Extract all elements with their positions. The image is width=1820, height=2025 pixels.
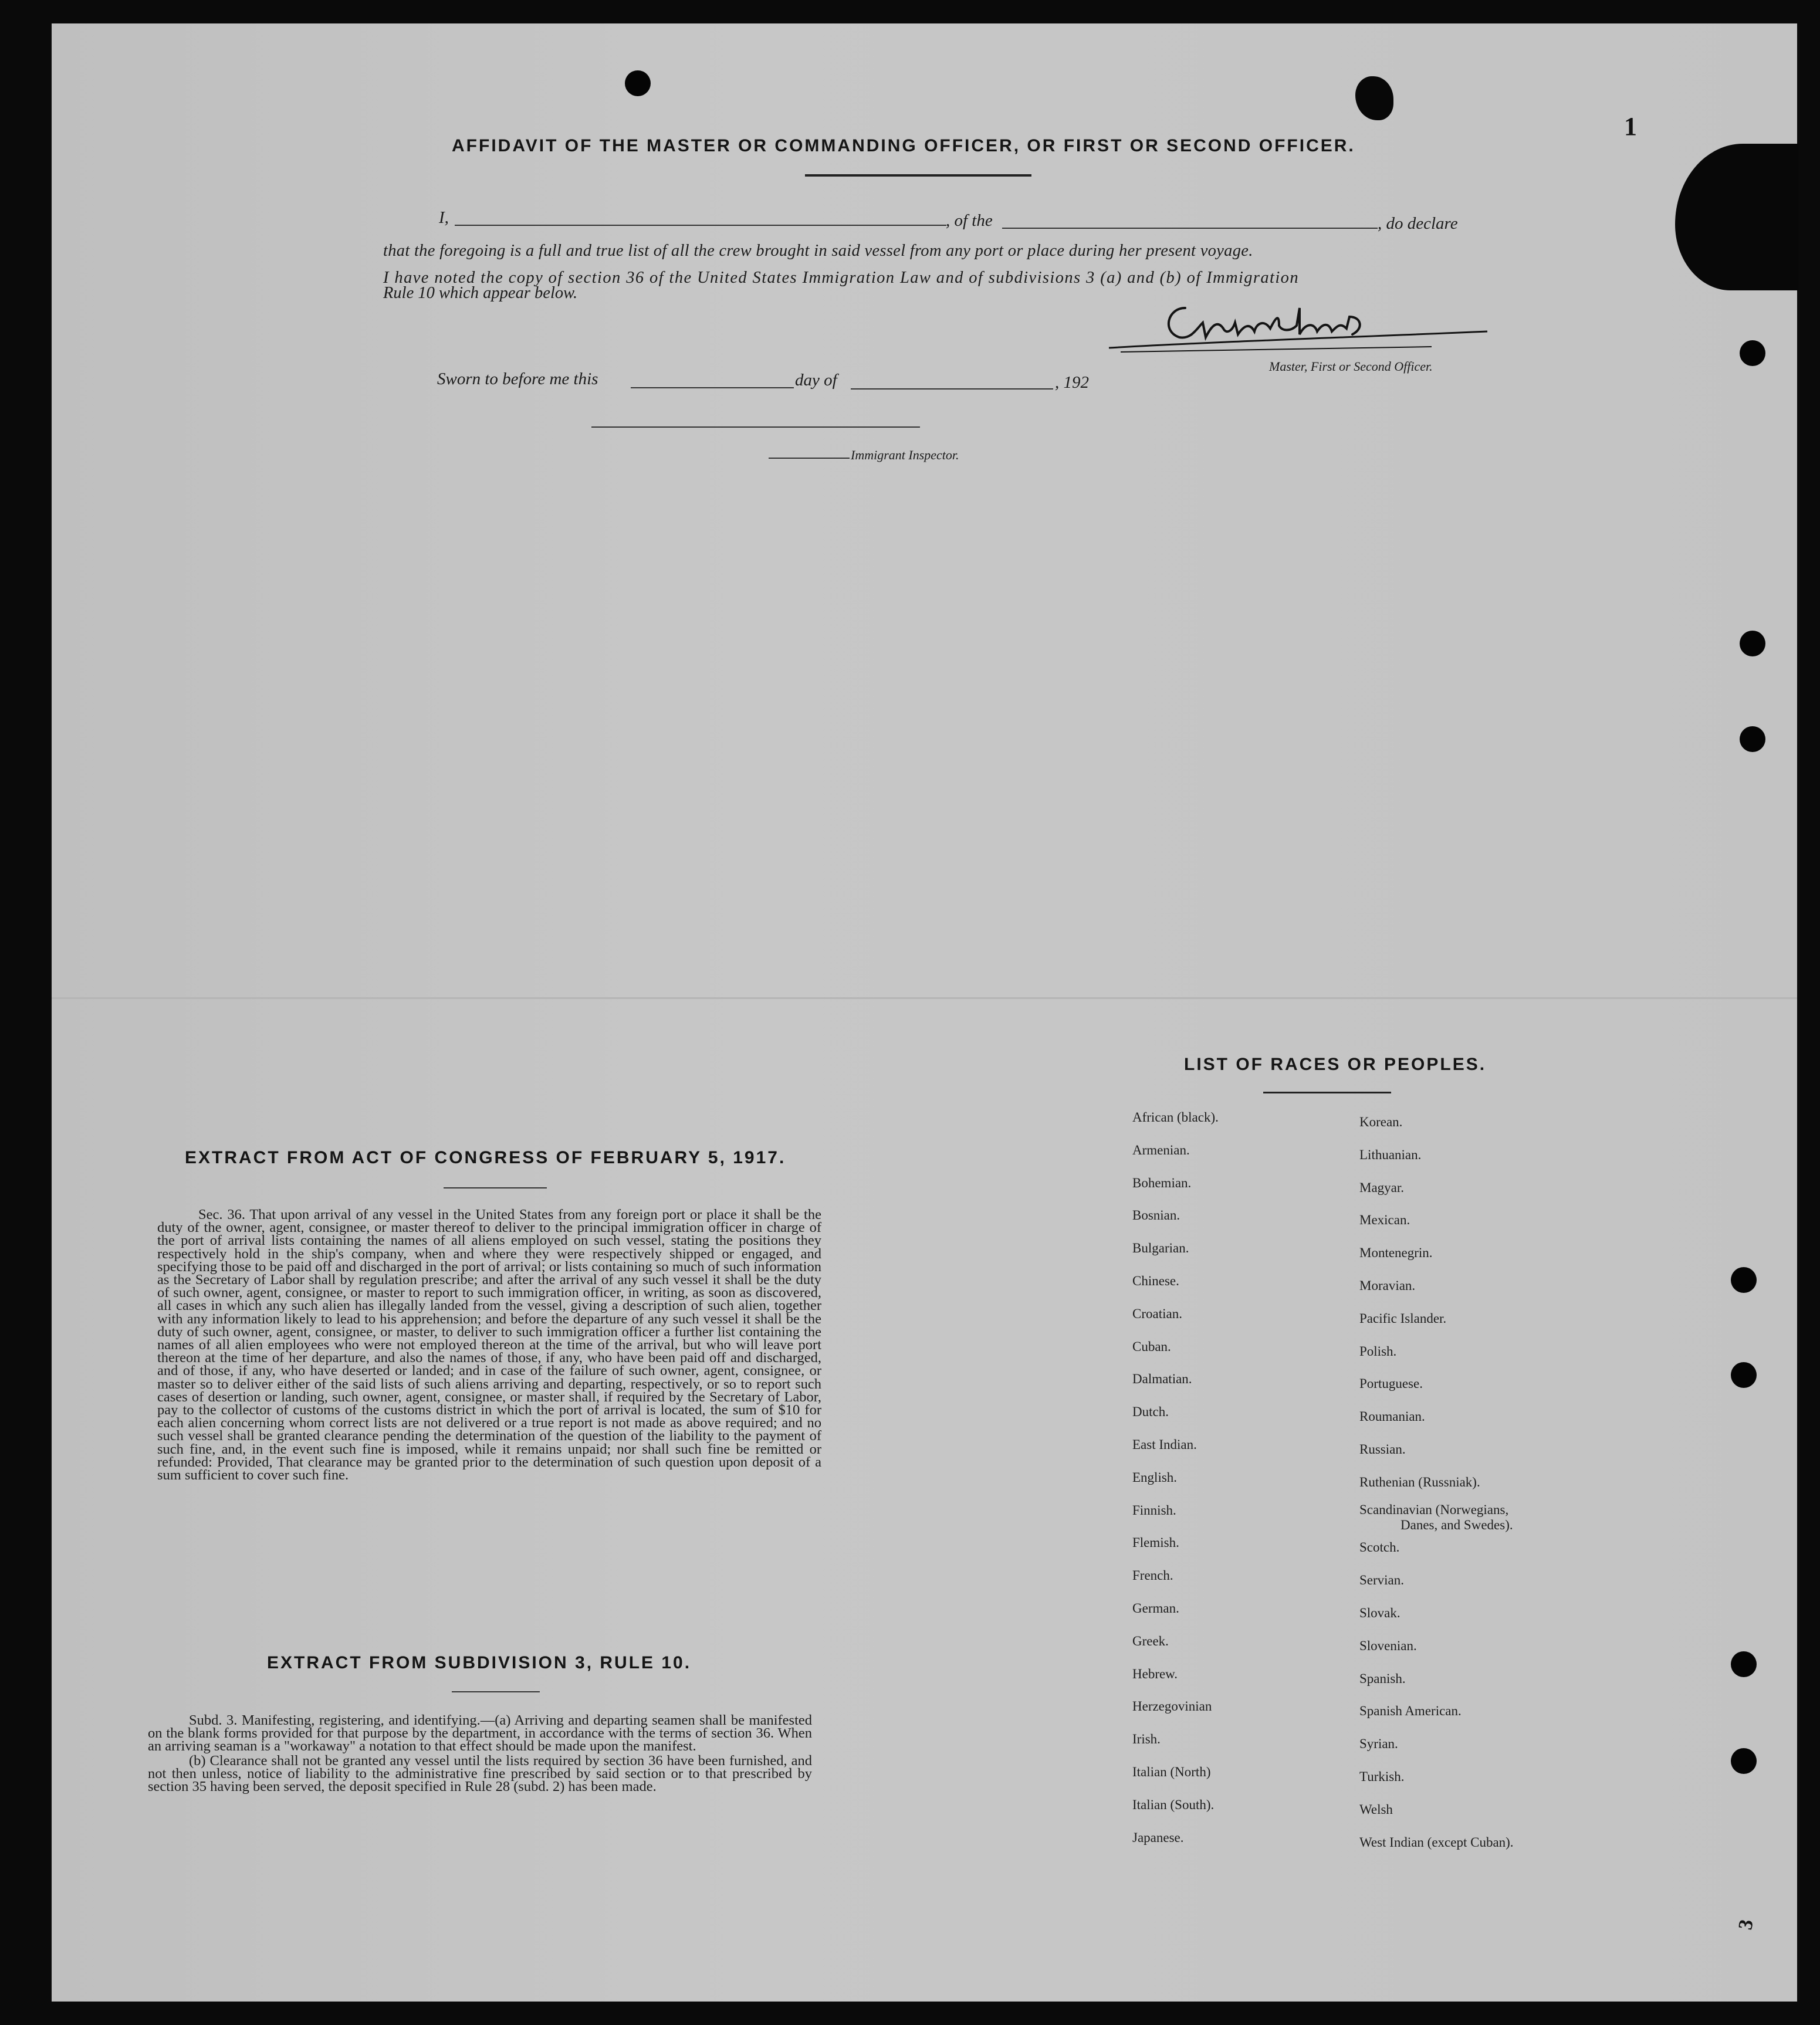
page-fold-line [52,997,1797,999]
corner-mark: 3 [1734,1918,1758,1932]
race-item: Finnish. [1132,1502,1176,1518]
race-item: Scandinavian (Norwegians, [1359,1502,1509,1517]
punch-hole [1731,1267,1757,1293]
race-item: East Indian. [1132,1437,1197,1452]
race-item: Spanish American. [1359,1704,1462,1719]
race-item: Greek. [1132,1633,1169,1648]
race-item: Korean. [1359,1115,1403,1129]
race-item: Chinese. [1132,1273,1179,1288]
race-item: Flemish. [1132,1535,1179,1550]
punch-hole [1740,726,1765,752]
act-extract-heading: EXTRACT FROM ACT OF CONGRESS OF FEBRUARY 5, 1917. [185,1148,786,1167]
act-section-36-paragraph: Sec. 36. That upon arrival of any vessel in the United States from any foreign port or place it shall be the duty of the owner, agent, consignee, or master thereof to deliver to the principal immigration officer in charge of the port of arrival lists containing the names of all aliens employed on such vessel, stating the positions they respectively hold in the ship's company, when and where they were respectively shipped or engaged, and specifying those to be paid off and discharged in the port of arrival; or lists containing so much of such information as the Secretary of Labor shall by regulation prescribe; and after the arrival of any such vessel it shall be the duty of such owner, agent, consignee, or master to report to such immigration officer, in writing, as soon as discovered, all cases in which any such alien has illegally landed from the vessel, giving a description of such alien, together with any information likely to lead to his apprehension; and before the departure of any such vessel it shall be the duty of such owner, agent, consignee, or master, to deliver to such immigration officer a further list containing the names of all alien employees who were not employed thereon at the time of the arrival, but who will leave port thereon at the time of her departure, and also the names of those, if any, who have been paid off and discharged, and of those, if any, who have deserted or landed; and in case of the failure of such owner, agent, consignee, or master so to deliver either of the said lists of such aliens arriving and departing, respectively, or so to report such cases of desertion or landing, such owner, agent, consignee, or master shall, if required by the Secretary of Labor, pay to the collector of customs of the customs district in which the port of arrival is located, the sum of $10 for each alien concerning whom correct lists are not delivered or a true report is not made as above required; and no such vessel shall be granted clearance pending the determination of the question of the liability to the payment of such fine, and, in the event such fine is imposed, while it remains unpaid; nor shall such fine be remitted or refunded: Provided, That clearance may be granted prior to the determination of such question upon deposit of a sum sufficient to cover such fine. [157,1207,821,1484]
race-item: Dutch. [1132,1404,1169,1420]
race-item: Lithuanian. [1359,1147,1422,1162]
race-item: Turkish. [1359,1769,1405,1784]
race-item-continued: Danes, and Swedes). [1400,1517,1513,1532]
race-item: Armenian. [1132,1142,1190,1157]
race-item: West Indian (except Cuban). [1359,1834,1514,1850]
act-heading-rule [444,1187,547,1188]
punch-hole [1740,631,1765,656]
page-number-mark: 1 [1624,112,1637,141]
races-column-2 [1359,1106,1514,1858]
inspector-signature-line[interactable] [591,426,920,428]
races-heading: LIST OF RACES OR PEOPLES. [1184,1055,1487,1074]
race-item: English. [1132,1469,1178,1485]
race-item: Moravian. [1359,1278,1416,1293]
inspector-short-line [769,458,850,459]
vessel-blank[interactable] [1002,228,1378,229]
sworn-day-blank[interactable] [631,387,794,388]
race-item: Herzegovinian [1132,1699,1212,1714]
handwritten-signature [1103,296,1490,355]
affidavit-body-line-3: Rule 10 which appear below. [383,284,578,302]
inspector-caption: Immigrant Inspector. [851,448,959,462]
rule-para-a: Subd. 3. Manifesting, registering, and identifying.—(a) Arriving and departing seamen shall be manifested on the blank forms provided for that purpose by the department, in accordance with the terms of section 36. When an arriving seaman is a "workaway" a notation to that effect should be made upon the manifest. [148,1712,812,1755]
race-item: Japanese. [1132,1830,1184,1845]
race-item: Spanish. [1359,1671,1406,1686]
race-item: Croatian. [1132,1306,1182,1321]
affidavit-heading-rule [805,174,1031,177]
punch-hole [1731,1362,1757,1388]
race-item: Dalmatian. [1132,1372,1192,1387]
race-item: Irish. [1132,1732,1161,1747]
race-item: Montenegrin. [1359,1245,1433,1261]
race-item: Magyar. [1359,1180,1405,1195]
race-item: Servian. [1359,1573,1405,1588]
race-item-scandinavian [1359,1499,1514,1532]
signature-caption: Master, First or Second Officer. [1269,359,1433,374]
race-item: Welsh [1359,1801,1393,1817]
race-item: Pacific Islander. [1359,1311,1447,1326]
affidavit-heading: AFFIDAVIT OF THE MASTER OR COMMANDING OFFICER, OR FIRST OR SECOND OFFICER. [452,136,1355,155]
race-item: Portuguese. [1359,1376,1423,1391]
race-item: Bulgarian. [1132,1241,1189,1256]
punch-hole [1731,1748,1757,1774]
races-heading-rule [1263,1092,1391,1093]
punch-hole [1740,340,1765,366]
rule-para-b: (b) Clearance shall not be granted any vessel until the lists required by section 36 have been furnished, and not then unless, notice of liability to the administrative fine prescribed by said section or to that prescribed by section 35 having been served, the deposit specified in Rule 28 (subd. 2) has been made. [148,1752,812,1795]
race-item: French. [1132,1568,1173,1583]
punch-hole [1731,1651,1757,1677]
sworn-month-blank[interactable] [851,388,1053,390]
race-item: Polish. [1359,1343,1397,1359]
race-item: African (black). [1132,1110,1219,1125]
affidavit-body-line-2: I have noted the copy of section 36 of the United States Immigration Law and of subdivisions 3 (a) and (b) of Immigration [383,269,1299,287]
race-item: Cuban. [1132,1339,1171,1354]
race-item: Italian (South). [1132,1797,1215,1812]
race-item: Syrian. [1359,1736,1398,1752]
sworn-day-of: day of [795,371,837,390]
race-item: Roumanian. [1359,1409,1425,1424]
affidavit-body-line-1: that the foregoing is a full and true list of all the crew brought in said vessel from any port or place during her present voyage. [383,242,1253,260]
race-item: Bosnian. [1132,1208,1180,1223]
race-item: Slovenian. [1359,1638,1417,1653]
race-item: German. [1132,1600,1179,1616]
affidavit-of-the-label: , of the [946,211,993,230]
document-sheet [52,23,1797,2002]
affidavit-i-label: I, [439,208,449,227]
race-item: Ruthenian (Russniak). [1359,1474,1480,1489]
rule-extract-heading: EXTRACT FROM SUBDIVISION 3, RULE 10. [267,1653,692,1672]
race-item: Russian. [1359,1441,1406,1457]
act-section-36-text [157,1208,821,1482]
rule-subdivision-text [148,1714,812,1793]
race-item: Scotch. [1359,1540,1400,1555]
rule-heading-rule [452,1691,540,1692]
race-item: Italian (North) [1132,1764,1211,1779]
race-item: Bohemian. [1132,1175,1192,1190]
affidavit-do-declare: , do declare [1378,214,1458,233]
races-column-1 [1132,1101,1219,1854]
sworn-year: , 192 [1055,373,1089,392]
name-blank[interactable] [455,225,946,226]
race-item: Mexican. [1359,1213,1410,1228]
race-item: Slovak. [1359,1605,1400,1620]
sworn-prefix: Sworn to before me this [437,370,598,388]
race-item: Hebrew. [1132,1666,1178,1681]
punch-hole [625,70,651,96]
